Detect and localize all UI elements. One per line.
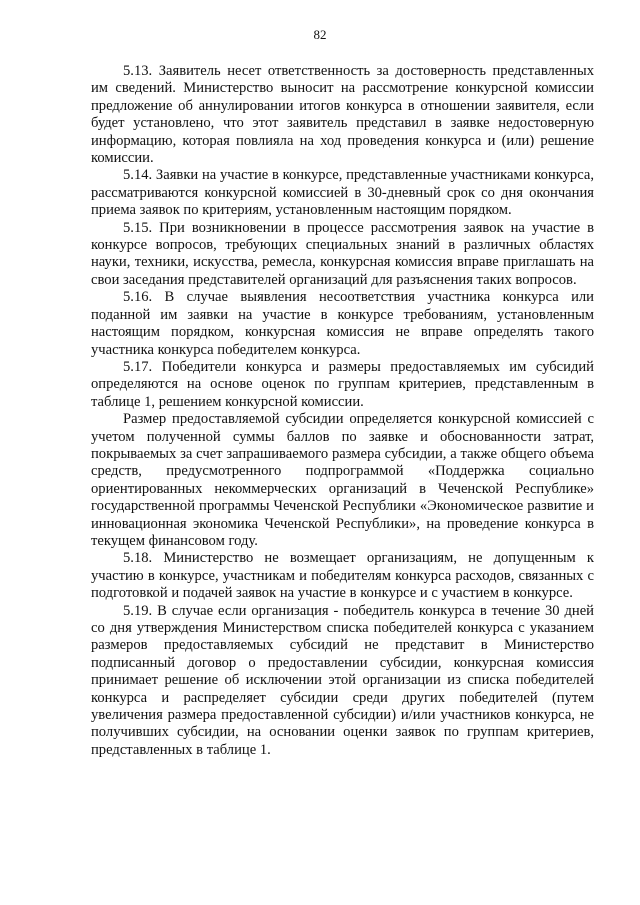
paragraph-5-13: 5.13. Заявитель несет ответственность за достоверность представленных им сведений. Министерство выносит на рассмотрение конкурсной комиссии предложение об аннулировании итогов конкурса в отношении заявителя, если будет установлено, что этот заявитель представил в заявке недостоверную информацию, которая повлияла на ход проведения конкурса и (или) решение комиссии.	[91, 63, 594, 167]
document-body	[91, 63, 594, 759]
paragraph-5-19: 5.19. В случае если организация - победитель конкурса в течение 30 дней со дня утверждения Министерством списка победителей конкурса с указанием размеров предоставляемых субсидий не представит в Министерство подписанный договор о предоставлении субсидии, конкурсная комиссия принимает решение об исключении этой организации из списка победителей конкурса и распределяет субсидии среди других победителей (путем увеличения размера предоставленной субсидии) и/или участников конкурса, не получивших субсидии, на основании оценки заявок по группам критериев, представленных в таблице 1.	[91, 602, 594, 758]
page-number: 82	[313, 27, 327, 42]
paragraph-5-18: 5.18. Министерство не возмещает организациям, не допущенным к участию в конкурсе, участникам и победителям конкурса расходов, связанных с подготовкой и подачей заявок на участие в конкурсе и с участием в конкурсе.	[91, 550, 594, 602]
paragraph-5-15: 5.15. При возникновении в процессе рассмотрения заявок на участие в конкурсе вопросов, требующих специальных знаний в различных областях науки, техники, искусства, ремесла, конкурсная комиссия вправе приглашать на свои заседания представителей организаций для разъяснения таких вопросов.	[91, 219, 594, 288]
paragraph-subsidy-size: Размер предоставляемой субсидии определяется конкурсной комиссией с учетом полученной суммы баллов по заявке и обоснованности затрат, покрываемых за счет запрашиваемого размера субсидии, а также общего объема средств, предусмотренного подпрограммой «Поддержка социально ориентированных некоммерческих организаций в Чеченской Республике» государственной программы Чеченской Республики «Экономическое развитие и инновационная экономика Чеченской Республики», на проведение конкурса в текущем финансовом году.	[91, 411, 594, 549]
paragraph-5-17: 5.17. Победители конкурса и размеры предоставляемых им субсидий определяются на основе оценок по группам критериев, представленным в таблице 1, решением конкурсной комиссии.	[91, 358, 594, 410]
paragraph-5-14: 5.14. Заявки на участие в конкурсе, представленные участниками конкурса, рассматриваются конкурсной комиссией в 30-дневный срок со дня окончания приема заявок по критериям, установленным настоящим порядком.	[91, 167, 594, 219]
paragraph-5-16: 5.16. В случае выявления несоответствия участника конкурса или поданной им заявки на участие в конкурсе требованиям, установленным настоящим порядком, конкурсная комиссия не вправе определять такого участника конкурса победителем конкурса.	[91, 289, 594, 358]
